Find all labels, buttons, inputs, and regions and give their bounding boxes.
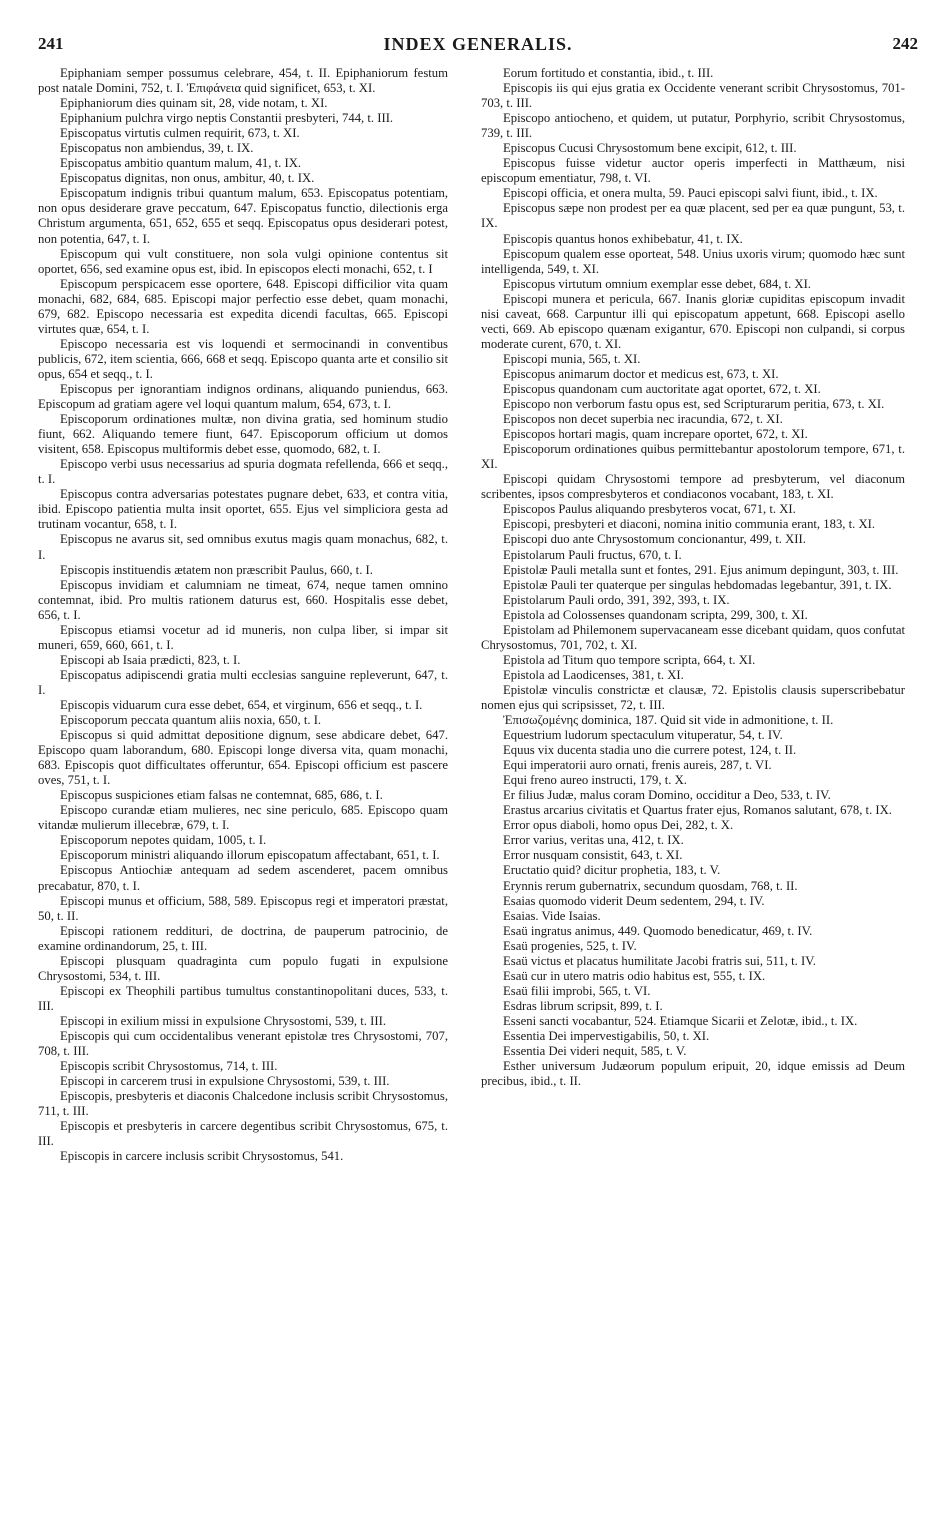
index-entry: Ἐπισωζομένης dominica, 187. Quid sit vide in admonitione, t. II. [503,713,834,728]
index-entry: Episcopos non decet superbia nec iracundia, 672, t. XI. [503,412,783,427]
index-entry: Epistola ad Laodicenses, 381, t. XI. [503,667,684,682]
index-entry: Esaü progenies, 525, t. IV. [503,938,637,953]
index-entry: Er filius Judæ, malus coram Domino, occiditur a Deo, 533, t. IV. [503,788,831,803]
index-entry: Error opus diaboli, homo opus Dei, 282, t. X. [503,818,734,833]
index-entry: Episcopus suspiciones etiam falsas ne contemnat, 685, 686, t. I. [60,788,383,803]
index-entry: Episcopi munera et pericula, 667. Inanis gloriæ cupiditas episcopum invadit nisi caveat, 668. Carpuntur illi qui episcopatum appetunt, 668. Episcopi asello vecti, 669. Ab episcopo quænam exigantur, 670. Episcopi non culpandi, si corpus moderate curent, 670, t. XI. [481,291,905,351]
index-entry: Episcoporum ministri aliquando illorum episcopatum affectabant, 651, t. I. [60,848,440,863]
index-entry: Episcopo curandæ etiam mulieres, nec sine periculo, 685. Episcopo quam vitandæ mulierum illecebræ, 679, t. I. [38,803,448,833]
index-entry: Episcopis viduarum cura esse debet, 654, et virginum, 656 et seqq., t. I. [60,697,423,712]
index-entry: Episcopus invidiam et calumniam ne timeat, 674, neque tamen omnino contemnat, ibid. Pro multis rationem daturus est, 660. Hospitalis esse debet, 656, t. I. [38,577,448,622]
index-entry: Epistolæ Pauli metalla sunt et fontes, 291. Ejus animum depingunt, 303, t. III. [503,562,899,577]
index-entry: Epiphaniorum dies quinam sit, 28, vide notam, t. XI. [60,96,328,111]
index-entry: Episcopus animarum doctor et medicus est, 673, t. XI. [503,366,779,381]
index-entry: Episcopis et presbyteris in carcere degentibus scribit Chrysostomus, 675, t. III. [38,1119,448,1149]
index-entry: Episcopis, presbyteris et diaconis Chalcedone inclusis scribit Chrysostomus, 711, t. III. [38,1089,448,1119]
index-entry: Epistolarum Pauli ordo, 391, 392, 393, t. IX. [503,592,730,607]
index-entry: Episcopi ex Theophili partibus tumultus constantinopolitani duces, 533, t. III. [38,983,448,1013]
index-entry: Episcopatus dignitas, non onus, ambitur, 40, t. IX. [60,171,315,186]
index-entry: Episcopis instituendis ætatem non præscribit Paulus, 660, t. I. [60,562,373,577]
running-title: INDEX GENERALIS. [383,34,573,54]
index-entry: Episcopi in carcerem trusi in expulsione Chrysostomi, 539, t. III. [60,1074,390,1089]
index-entry: Epistolæ vinculis constrictæ et clausæ, 72. Epistolis clausis superscribebatur nomen ejus qui scripsisset, 72, t. III. [481,682,905,712]
index-entry: Episcopis in carcere inclusis scribit Chrysostomus, 541. [60,1149,344,1164]
index-entry: Episcopo non verborum fastu opus est, sed Scripturarum peritia, 673, t. XI. [503,397,885,412]
index-entry: Episcopatus virtutis culmen requirit, 673, t. XI. [60,126,300,141]
left-column [38,66,448,1532]
index-entry: Equestrium ludorum spectaculum vituperatur, 54, t. IV. [503,728,783,743]
index-entry: Episcopus fuisse videtur auctor operis imperfecti in Matthæum, nisi episcopum ementiatur, 798, t. VI. [481,156,905,186]
index-entry: Esaü cur in utero matris odio habitus est, 555, t. IX. [503,968,766,983]
index-entry: Episcopus sæpe non prodest per ea quæ placent, sed per ea quæ pungunt, 53, t. IX. [481,201,905,231]
index-entry: Episcopo necessaria est vis loquendi et sermocinandi in conventibus publicis, 672, item scientia, 666, 668 et seqq. Episcopo quanta arte et consilio sit opus, 654 et seqq., t. I. [38,336,448,381]
index-entry: Esaü ingratus animus, 449. Quomodo benedicatur, 469, t. IV. [503,923,813,938]
index-entry: Erynnis rerum gubernatrix, secundum quosdam, 768, t. II. [503,878,798,893]
index-entry: Essentia Dei impervestigabilis, 50, t. XI. [503,1029,710,1043]
index-entry: Episcopos hortari magis, quam increpare oportet, 672, t. XI. [503,427,808,442]
index-entry: Episcopi, presbyteri et diaconi, nomina initio communia erant, 183, t. XI. [503,517,876,532]
index-entry: Error nusquam consistit, 643, t. XI. [503,848,683,863]
index-entry: Episcopatus adipiscendi gratia multi ecclesias sanguine repleverunt, 647, t. I. [38,667,448,697]
index-entry: Episcopatus ambitio quantum malum, 41, t. IX. [60,156,302,171]
index-entry: Episcopus Antiochiæ antequam ad sedem ascenderet, pacem omnibus precabatur, 870, t. I. [38,863,448,893]
index-entry: Episcopus Cucusi Chrysostomum bene excipit, 612, t. III. [503,141,797,156]
index-entry: Essentia Dei videri nequit, 585, t. V. [503,1044,687,1059]
index-entry: Esaias. Vide Isaias. [503,908,601,923]
index-entry: Epistolæ Pauli ter quaterque per singulas hebdomadas legebantur, 391, t. IX. [503,577,892,592]
index-entry: Esaü filii improbi, 565, t. VI. [503,983,651,998]
index-entry: Episcopum perspicacem esse oportere, 648. Episcopi difficilior vita quam monachi, 682, 684, 685. Episcopi major perfectio esse debet, quam monachi, 679, 682. Episcopo necessaria est expedita dicendi facultas, 665. Episcopi virtutes quæ, 654, t. I. [38,276,448,336]
index-entry: Eructatio quid? dicitur prophetia, 183, t. V. [503,863,721,878]
index-entry: Episcoporum nepotes quidam, 1005, t. I. [60,833,267,848]
index-entry: Equi imperatorii auro ornati, frenis aureis, 287, t. VI. [503,758,772,773]
index-entry: Episcopus etiamsi vocetur ad id muneris, non culpa liber, si impar sit muneri, 659, 660, 661, t. I. [38,622,448,652]
index-entry: Episcopi rationem reddituri, de doctrina, de pauperum patrocinio, de examine ordinandorum, 25, t. III. [38,923,448,953]
index-entry: Episcopos Paulus aliquando presbyteros vocat, 671, t. XI. [503,502,796,517]
index-entry: Episcoporum ordinationes multæ, non divina gratia, sed hominum studio fiunt, 662. Aliquando temere fiunt, 647. Episcoporum officium ut domos visitent, 658. Episcopus multiformis debet esse, quomodo, 682, t. I. [38,412,448,457]
index-entry: Episcopus ne avarus sit, sed omnibus exutus magis quam monachus, 682, t. I. [38,532,448,562]
index-entry: Esaü victus et placatus humilitate Jacobi fratris sui, 511, t. IV. [503,953,816,968]
index-entry: Equus vix ducenta stadia uno die currere potest, 124, t. II. [503,743,797,758]
index-entry: Episcopi duo ante Chrysostomum concionantur, 499, t. XII. [503,532,806,547]
page-header [38,34,918,56]
index-entry: Epistola ad Titum quo tempore scripta, 664, t. XI. [503,652,756,667]
index-entry: Episcopis scribit Chrysostomus, 714, t. III. [60,1059,278,1074]
index-entry: Equi freno aureo instructi, 179, t. X. [503,773,687,788]
index-entry: Erastus arcarius civitatis et Quartus frater ejus, Romanos salutant, 678, t. IX. [503,803,892,818]
index-entry: Epistolarum Pauli fructus, 670, t. I. [503,547,682,562]
index-entry: Epistola ad Colossenses quandonam scripta, 299, 300, t. XI. [503,607,808,622]
index-entry: Episcopis quantus honos exhibebatur, 41, t. IX. [503,231,743,246]
index-entry: Episcopis qui cum occidentalibus venerant epistolæ tres Chrysostomi, 707, 708, t. III. [38,1029,448,1059]
index-entry: Episcopatum indignis tribui quantum malum, 653. Episcopatus potentiam, non opus desiderare grave peccatum, 647. Episcopatus functio, dilectionis erga Christum argumenta, 651, 652, 655 et seqq. Episcopatus opus desiderari potest, non potentia, 647, t. I. [38,186,448,246]
index-entry: Episcopus contra adversarias potestates pugnare debet, 633, et contra vitia, ibid. Episcopo patientia multa insit oportet, 655. Ejus vel simpliciora gesta ad trutinam vocantur, 658, t. I. [38,487,448,532]
index-entry: Episcoporum ordinationes quibus permittebantur apostolorum tempore, 671, t. XI. [481,442,905,472]
index-entry: Esdras librum scripsit, 899, t. I. [503,998,663,1013]
index-entry: Episcopus si quid admittat depositione dignum, sese abdicare debet, 647. Episcopo quam laborandum, 680. Episcopi longe diversa vita, quam monachi, 683. Episcopis quot difficultates offeruntur, 654. Episcopi officium est pascere oves, 751, t. I. [38,728,448,788]
index-entry: Episcopi ab Isaia prædicti, 823, t. I. [60,652,241,667]
index-entry: Epiphaniam semper possumus celebrare, 454, t. II. Epiphaniorum festum post natale Domini, 752, t. I. Ἐπιφάνεια quid significet, 653, t. XI. [38,66,448,96]
index-entry: Episcopi munia, 565, t. XI. [503,351,641,366]
page-number-left: 241 [38,34,64,53]
page-number-right: 242 [892,34,918,53]
index-entry: Episcopi officia, et onera multa, 59. Pauci episcopi salvi fiunt, ibid., t. IX. [503,186,878,201]
index-entry: Episcopus virtutum omnium exemplar esse debet, 684, t. XI. [503,276,811,291]
index-entry: Episcopi in exilium missi in expulsione Chrysostomi, 539, t. III. [60,1013,386,1028]
index-entry: Episcopus per ignorantiam indignos ordinans, aliquando puniendus, 663. Episcopum ad gratiam agere vel loqui quantum malum, 654, 673, t. I. [38,381,448,412]
index-entry: Episcopi plusquam quadraginta cum populo fugati in expulsione Chrysostomi, 534, t. III. [38,953,448,983]
index-entry: Episcopatus non ambiendus, 39, t. IX. [60,141,254,156]
index-entry: Esseni sancti vocabantur, 524. Etiamque Sicarii et Zelotæ, ibid., t. IX. [503,1013,858,1028]
index-entry: Eorum fortitudo et constantia, ibid., t. III. [503,66,714,80]
index-entry: Episcopi quidam Chrysostomi tempore ad presbyterum, vel diaconum scribentes, ipsos compresbyteros et condiaconos vocabant, 183, t. XI. [481,472,905,502]
index-entry: Episcopo verbi usus necessarius ad spuria dogmata refellenda, 666 et seqq., t. I. [38,457,448,487]
index-entry: Esther universum Judæorum populum eripuit, 20, idque emissis ad Deum precibus, ibid., t. II. [481,1059,905,1089]
index-entry: Error varius, veritas una, 412, t. IX. [503,833,684,848]
index-entry: Episcopum qualem esse oporteat, 548. Unius uxoris virum; quomodo hæc sunt intelligenda, 549, t. XI. [481,246,905,276]
index-entry: Epistolam ad Philemonem supervacaneam esse dicebant quidam, quos confutat Chrysostomus, 701, 702, t. XI. [481,622,905,652]
index-entry: Episcopi munus et officium, 588, 589. Episcopus regi et imperatori præstat, 50, t. II. [38,893,448,923]
index-entry: Episcopo antiocheno, et quidem, ut putatur, Porphyrio, scribit Chrysostomus, 739, t. III. [481,111,905,141]
index-entry: Episcoporum peccata quantum aliis noxia, 650, t. I. [60,713,322,728]
right-column [481,66,905,1532]
index-entry: Esaias quomodo viderit Deum sedentem, 294, t. IV. [503,893,765,908]
index-entry: Episcopis iis qui ejus gratia ex Occidente venerant scribit Chrysostomus, 701-703, t. III. [481,81,905,111]
index-entry: Episcopus quandonam cum auctoritate agat oportet, 672, t. XI. [503,381,821,396]
index-entry: Epiphanium pulchra virgo neptis Constantii presbyteri, 744, t. III. [60,111,394,126]
index-entry: Episcopum qui vult constituere, non sola vulgi opinione contentus sit oportet, 656, sed examine opus est, ibid. In episcopos electi monachi, 652, t. I [38,246,448,276]
